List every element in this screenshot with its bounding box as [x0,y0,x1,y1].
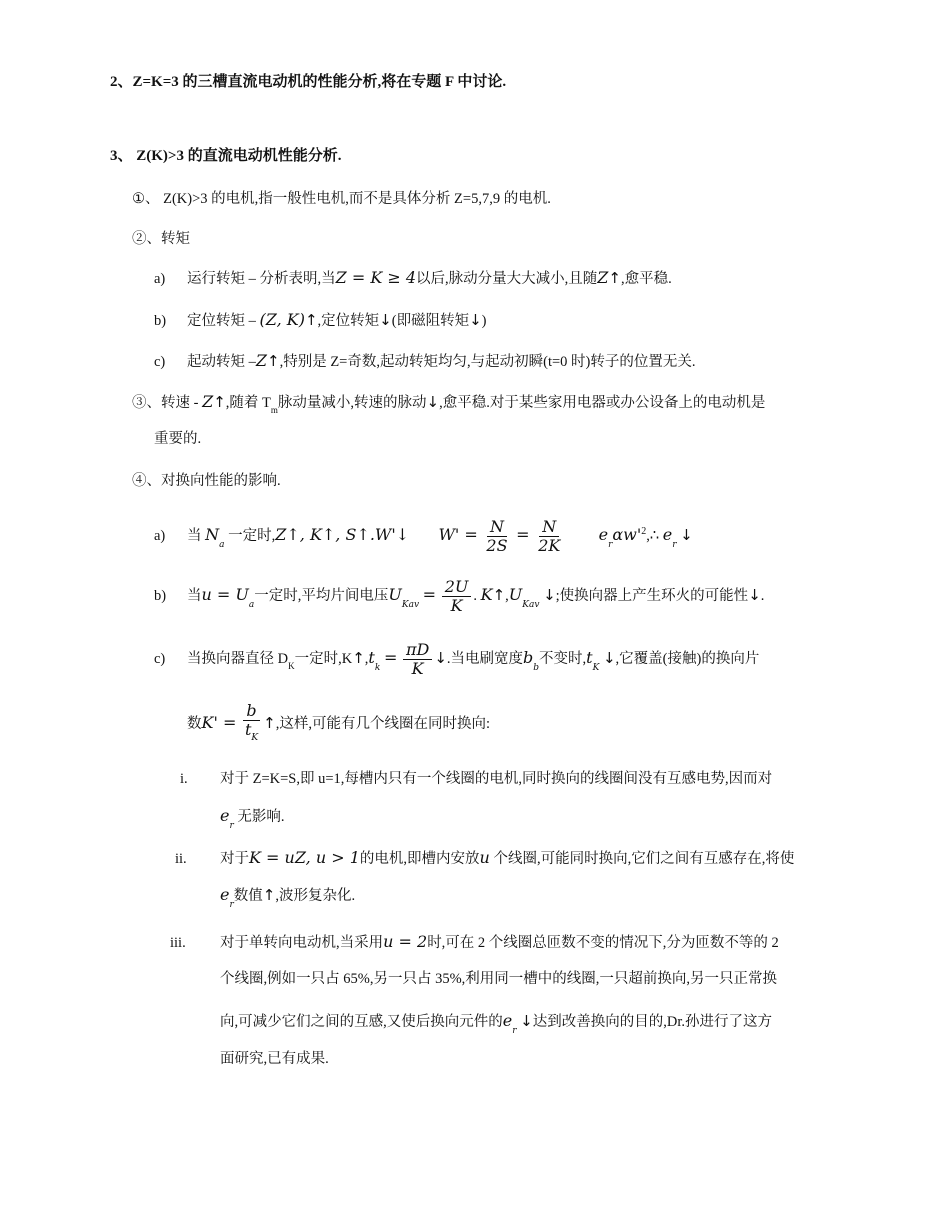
item-2-heading: 转矩 [161,231,190,247]
item-2b [154,310,487,331]
fraction-denominator: 2S [486,536,508,555]
down-arrow-icon: ↓ [434,649,447,667]
item-2c-pre: 起动转矩 – [187,354,256,370]
item-4a-e: e [598,524,609,544]
down-arrow-icon: ↓ [680,525,693,544]
roman-iii-pre: 对于单转向电动机,当采用 [220,935,384,951]
item-2b-pre: 定位转矩 – [187,313,256,329]
item-4a-prop: αw' [612,524,642,544]
fraction-denominator: K [450,596,463,616]
item-2-marker: ②、 [132,231,161,247]
item-3-pre: 转速 - [161,395,199,411]
up-arrow-icon: ↑ [352,649,365,667]
item-4c-t2: t [586,648,593,667]
fraction-denominator: 2K [538,536,561,555]
roman-ii-line2-post: ,波形复杂化. [275,888,356,904]
fraction-n-over-2k [535,518,563,555]
up-arrow-icon: ↑ [608,269,621,287]
item-2b-end: ) [481,313,487,329]
roman-ii-math: K = uZ, u > 1 [249,848,360,867]
item-2c-z: Z [255,351,267,370]
fraction-denominator-t: t [244,720,252,739]
heading-2: 2、Z=K=3 的三槽直流电动机的性能分析,将在专题 F 中讨论. [110,74,507,90]
roman-iii-line2: 个线圈,例如一只占 65%,另一只占 35%,利用同一槽中的线圈,一只超前换向,另一只正常换 [220,971,778,987]
item-4b-eq: = [422,585,437,604]
item-2a-post: ,愈平稳. [620,271,672,287]
item-4a-list: Z↑, K↑, S↑.W'↓ [275,524,410,544]
fraction-pid-over-k [403,641,432,678]
item-4c-label: c) [154,651,166,667]
roman-iii-line4: 面研究,已有成果. [220,1051,329,1067]
roman-i-text: 对于 Z=K=S,即 u=1,每槽内只有一个线圈的电机,同时换向的线圈间没有互感电势,因而对 [220,771,773,787]
item-2a-z: Z [597,268,609,287]
item-4-title [132,471,281,491]
item-4a-eq-mid: = [516,524,530,544]
roman-ii-pre: 对于 [220,851,249,867]
item-2a-pre: 运行转矩 – 分析表明,当 [187,271,336,287]
item-4b-usub: a [248,600,255,610]
item-4c-bsub: b [533,663,540,673]
roman-ii [175,848,794,869]
item-4a-esub: r [608,539,613,550]
roman-i-esub: r [229,821,234,831]
down-arrow-icon: ↓ [602,649,616,667]
item-3 [132,392,765,420]
item-2c [154,351,695,372]
roman-iii-math: u = 2 [383,932,428,951]
item-4b-k: K [480,585,493,604]
up-arrow-icon: ↑ [213,393,226,411]
roman-iii-line3-post: 达到改善换向的目的,Dr.孙进行了这方 [532,1014,772,1030]
item-4b-post: ;使换向器上产生环火的可能性 [555,588,749,604]
item-2b-post: (即磁阻转矩 [391,313,470,329]
roman-iii-post: 时,可在 2 个线圈总匝数不变的情况下,分为匝数不等的 2 [427,935,779,951]
roman-ii-u: u [479,848,490,867]
fraction-2u-over-k [442,578,472,615]
down-arrow-icon: ↓ [379,311,392,329]
item-2c-label: c) [154,354,166,370]
item-2a [154,268,672,289]
roman-iii [170,932,779,953]
roman-i-label: i. [180,771,188,787]
roman-ii-line2 [220,885,355,915]
item-4a-e2: e [662,524,673,544]
item-2b-label: b) [154,313,167,329]
item-4b-ukavsub: Kav [401,600,420,610]
item-4c-pre: 当换向器直径 D [187,651,289,667]
up-arrow-icon: ↑ [262,886,276,904]
item-4b-label: b) [154,588,167,604]
down-arrow-icon: ↓ [469,311,482,329]
fraction-denominator: K [411,659,424,679]
roman-ii-esub: r [229,900,234,910]
item-3-tail: ,愈平稳.对于某些家用电器或办公设备上的电动机是 [439,395,766,411]
item-2b-mid: ,定位转矩 [317,313,380,329]
item-2a-label: a) [154,271,166,287]
item-4a-therefore: ,∴ [646,527,660,544]
item-4a-mid: 一定时, [228,527,276,544]
item-3-marker: ③、 [132,395,161,411]
item-4a-n: N [205,524,220,544]
item-4b-ukav: U [388,585,402,604]
fraction-n-over-2s [483,518,510,555]
item-3-msub: m [270,405,278,415]
item-4a-pre: 当 [187,527,202,544]
down-arrow-icon: ↓ [543,586,556,604]
fraction-denominator [242,721,261,747]
item-4c-eq: = [383,648,398,667]
item-4c-line2 [187,702,490,747]
item-4c-post2: 不变时, [539,651,587,667]
roman-ii-mid: 的电机,即槽内安放 [359,851,480,867]
item-3-post: 脉动量减小,转速的脉动 [277,395,427,411]
item-4b-dot: . [473,588,477,604]
roman-i-e: e [220,806,230,825]
roman-ii-line2-text: 数值 [233,888,263,904]
item-3-line2: 重要的. [154,431,202,447]
down-arrow-icon: ↓ [426,393,440,411]
heading-3: 3、 Z(K)>3 的直流电动机性能分析. [110,148,342,164]
item-4c-t: t [368,648,375,667]
item-4b [154,575,764,625]
item-4b-pre: 当 [187,588,202,604]
item-4b-u2: U [508,585,523,604]
item-4a-e2sub: r [672,539,677,550]
item-1-marker: ①、 [132,191,160,207]
item-4c-line2-post: ,这样,可能有几个线圈在同时换向: [275,715,490,732]
item-4b-comma: , [505,588,509,604]
item-4b-end: . [760,588,765,604]
item-1-text: Z(K)>3 的电机,指一般性电机,而不是具体分析 Z=5,7,9 的电机. [163,191,551,207]
item-4-marker: ④、 [132,473,161,489]
item-4c-post: .当电刷宽度 [446,651,524,667]
roman-i-line2 [220,806,285,836]
item-4c-t2sub: K [592,663,600,673]
item-4c-b: b [523,648,534,667]
roman-iii-esub: r [512,1026,517,1036]
fraction-b-over-tk [242,702,261,747]
up-arrow-icon: ↑ [267,352,280,370]
item-4a-sq: 2 [641,526,647,537]
item-4c-tsub: k [374,663,381,673]
item-3-mid: ,随着 T [225,395,271,411]
item-4a-nsub: a [219,539,225,550]
down-arrow-icon: ↓ [748,586,761,604]
item-4c-post3: ,它覆盖(接触)的换向片 [615,651,760,667]
item-4c-line2-pre: 数 [187,715,202,732]
roman-i [180,769,772,789]
item-4a-label: a) [154,527,166,544]
item-1 [132,189,551,209]
up-arrow-icon: ↑ [263,713,276,732]
item-4b-u2sub: Kav [522,600,540,610]
item-2a-math: Z = K ≥ 4 [335,268,417,287]
roman-i-line2-text: 无影响. [237,809,285,825]
roman-iii-label: iii. [170,935,186,951]
fraction-numerator: 2U [442,578,472,597]
roman-ii-label: ii. [175,851,187,867]
up-arrow-icon: ↑ [304,311,318,329]
up-arrow-icon: ↑ [492,586,506,604]
item-2-title [132,229,190,249]
item-4c-mid: 一定时,K [294,651,353,667]
item-4b-u: u = U [201,585,249,604]
item-2b-math: (Z, K) [259,310,305,329]
fraction-numerator: b [243,702,259,721]
item-4c-kp: K' = [201,712,237,732]
fraction-denominator-sub: K [251,733,259,743]
item-4c-dsub: K [288,661,295,671]
item-4a-eq-lhs: W' = [438,524,478,544]
roman-ii-e: e [220,885,230,904]
item-3-z: Z [202,392,214,411]
fraction-numerator: N [539,518,559,537]
roman-iii-line3 [220,1011,772,1041]
fraction-numerator: πD [403,641,432,660]
item-4a [154,512,693,565]
item-4c-comma: , [364,651,369,667]
roman-iii-line3-pre: 向,可减少它们之间的互感,又使后换向元件的 [220,1014,503,1030]
item-2c-post: ,特别是 Z=奇数,起动转矩均匀,与起动初瞬(t=0 时)转子的位置无关. [279,354,696,370]
roman-ii-post: 个线圈,可能同时换向,它们之间有互感存在,将使 [493,851,795,867]
item-4b-mid: 一定时,平均片间电压 [254,588,389,604]
fraction-numerator: N [487,518,507,537]
item-2a-mid: 以后,脉动分量大大减小,且随 [416,271,598,287]
item-4c [154,638,759,688]
item-4-heading: 对换向性能的影响. [161,473,281,489]
roman-iii-e: e [502,1011,513,1030]
down-arrow-icon: ↓ [520,1012,533,1030]
